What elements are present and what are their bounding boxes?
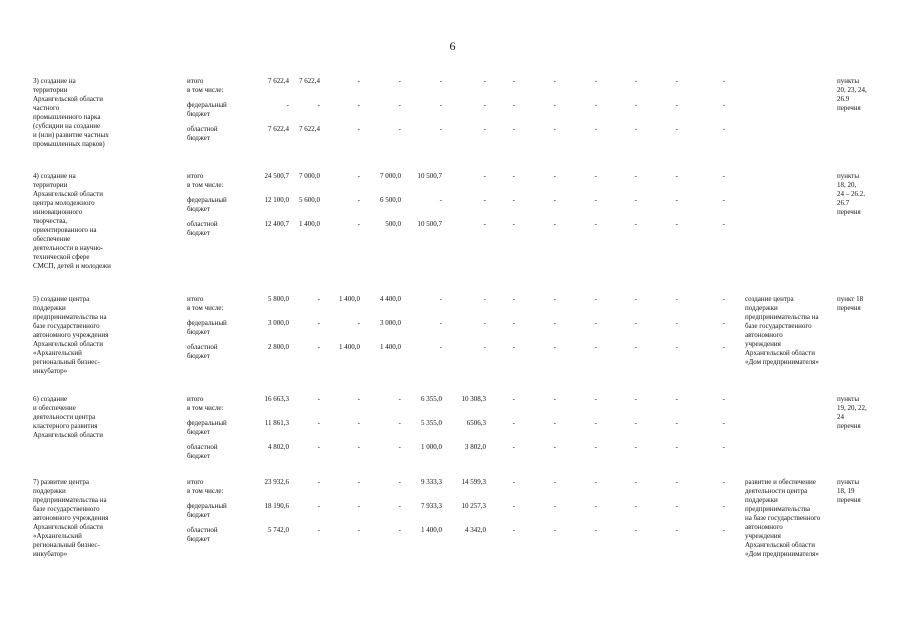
amount-cell: -	[357, 526, 360, 534]
amount-cell: -	[675, 478, 678, 486]
amount-cell: -	[675, 419, 678, 427]
funding-source-label: областной бюджет	[187, 125, 218, 142]
amount-cell: -	[634, 443, 637, 451]
amount-cell: -	[594, 443, 597, 451]
amount-cell: -	[594, 478, 597, 486]
amount-cell: -	[512, 502, 515, 510]
amount-cell: -	[398, 478, 401, 486]
amount-cell: -	[675, 77, 678, 85]
amount-cell: -	[553, 319, 556, 327]
amount-cell: -	[317, 419, 320, 427]
amount-cell: 7 622,4	[268, 125, 289, 133]
amount-cell: -	[553, 395, 556, 403]
amount-cell: -	[357, 125, 360, 133]
amount-cell: -	[398, 101, 401, 109]
amount-cell: -	[317, 443, 320, 451]
amount-cell: -	[483, 125, 486, 133]
table-row	[0, 419, 905, 439]
amount-cell: -	[675, 443, 678, 451]
amount-cell: 7 622,4	[299, 77, 320, 85]
amount-cell: -	[553, 172, 556, 180]
amount-cell: 5 742,0	[268, 526, 289, 534]
funding-source-label: итого в том числе:	[187, 77, 224, 94]
amount-cell: -	[439, 319, 442, 327]
table-row	[0, 395, 905, 415]
amount-cell: -	[634, 526, 637, 534]
list-reference: пункт 18 перечня	[837, 295, 864, 312]
amount-cell: -	[675, 196, 678, 204]
table-row	[0, 196, 905, 216]
amount-cell: -	[634, 319, 637, 327]
amount-cell: -	[398, 125, 401, 133]
measure-title: 7) развитие центра поддержки предпринимательства на базе государственного автономного учреждения Архангельской области «Архангельский региональный бизнес- инкубатор»	[33, 478, 109, 558]
amount-cell: 10 308,3	[461, 395, 486, 403]
amount-cell: -	[512, 419, 515, 427]
amount-cell: -	[722, 101, 725, 109]
amount-cell: -	[357, 101, 360, 109]
funding-source-label: областной бюджет	[187, 443, 218, 460]
amount-cell: -	[317, 502, 320, 510]
amount-cell: -	[398, 443, 401, 451]
amount-cell: -	[357, 196, 360, 204]
amount-cell: -	[512, 101, 515, 109]
amount-cell: -	[594, 395, 597, 403]
amount-cell: 9 333,3	[421, 478, 442, 486]
amount-cell: -	[594, 101, 597, 109]
amount-cell: -	[512, 295, 515, 303]
amount-cell: -	[512, 395, 515, 403]
amount-cell: 23 932,6	[264, 478, 289, 486]
amount-cell: -	[398, 502, 401, 510]
amount-cell: -	[317, 319, 320, 327]
amount-cell: -	[675, 220, 678, 228]
amount-cell: -	[357, 502, 360, 510]
amount-cell: -	[634, 295, 637, 303]
amount-cell: -	[594, 502, 597, 510]
table-row	[0, 77, 905, 97]
amount-cell: -	[317, 395, 320, 403]
amount-cell: -	[286, 101, 289, 109]
amount-cell: -	[357, 395, 360, 403]
amount-cell: -	[722, 395, 725, 403]
amount-cell: -	[722, 125, 725, 133]
amount-cell: -	[512, 478, 515, 486]
amount-cell: 6506,3	[466, 419, 486, 427]
amount-cell: -	[553, 77, 556, 85]
amount-cell: -	[594, 295, 597, 303]
amount-cell: -	[594, 419, 597, 427]
list-reference: пункты 18, 20, 24 – 26.2, 26.7 перечня	[837, 172, 865, 216]
amount-cell: -	[512, 319, 515, 327]
amount-cell: -	[512, 125, 515, 133]
measure-title: 5) создание центра поддержки предпринимательства на базе государственного автономного учреждения Архангельской области «Архангельский региональный бизнес- инкубатор»	[33, 295, 109, 375]
amount-cell: -	[634, 478, 637, 486]
amount-cell: -	[317, 478, 320, 486]
amount-cell: -	[483, 220, 486, 228]
amount-cell: 500,0	[385, 220, 401, 228]
table-row	[0, 125, 905, 145]
funding-source-label: итого в том числе:	[187, 478, 224, 495]
amount-cell: -	[553, 125, 556, 133]
table-row	[0, 220, 905, 240]
amount-cell: -	[512, 343, 515, 351]
amount-cell: -	[634, 172, 637, 180]
amount-cell: -	[722, 343, 725, 351]
funding-source-label: областной бюджет	[187, 343, 218, 360]
amount-cell: 4 802,0	[268, 443, 289, 451]
amount-cell: -	[483, 343, 486, 351]
amount-cell: -	[439, 196, 442, 204]
amount-cell: -	[512, 443, 515, 451]
amount-cell: -	[675, 101, 678, 109]
amount-cell: -	[317, 343, 320, 351]
amount-cell: -	[634, 419, 637, 427]
amount-cell: -	[483, 77, 486, 85]
amount-cell: 1 400,0	[421, 526, 442, 534]
amount-cell: 5 600,0	[299, 196, 320, 204]
amount-cell: 3 802,0	[465, 443, 486, 451]
amount-cell: -	[483, 295, 486, 303]
amount-cell: -	[722, 319, 725, 327]
amount-cell: -	[512, 526, 515, 534]
amount-cell: 12 400,7	[264, 220, 289, 228]
amount-cell: -	[722, 502, 725, 510]
amount-cell: -	[483, 101, 486, 109]
amount-cell: 4 342,0	[465, 526, 486, 534]
amount-cell: -	[357, 77, 360, 85]
amount-cell: -	[675, 526, 678, 534]
amount-cell: -	[398, 395, 401, 403]
amount-cell: -	[317, 101, 320, 109]
amount-cell: -	[439, 295, 442, 303]
amount-cell: -	[675, 295, 678, 303]
amount-cell: -	[512, 196, 515, 204]
amount-cell: -	[483, 319, 486, 327]
amount-cell: -	[553, 443, 556, 451]
amount-cell: 10 500,7	[417, 172, 442, 180]
amount-cell: 4 400,0	[380, 295, 401, 303]
amount-cell: -	[634, 101, 637, 109]
amount-cell: -	[634, 220, 637, 228]
amount-cell: 1 400,0	[339, 295, 360, 303]
amount-cell: 1 000,0	[421, 443, 442, 451]
amount-cell: -	[439, 77, 442, 85]
amount-cell: -	[553, 526, 556, 534]
funding-source-label: федеральный бюджет	[187, 419, 227, 436]
amount-cell: -	[317, 526, 320, 534]
amount-cell: 5 355,0	[421, 419, 442, 427]
amount-cell: 7 933,3	[421, 502, 442, 510]
amount-cell: 24 500,7	[264, 172, 289, 180]
amount-cell: -	[357, 319, 360, 327]
amount-cell: 7 622,4	[299, 125, 320, 133]
amount-cell: -	[512, 77, 515, 85]
amount-cell: 7 000,0	[380, 172, 401, 180]
amount-cell: 6 355,0	[421, 395, 442, 403]
amount-cell: -	[634, 395, 637, 403]
amount-cell: -	[722, 196, 725, 204]
amount-cell: -	[594, 196, 597, 204]
amount-cell: 12 100,0	[264, 196, 289, 204]
amount-cell: -	[722, 419, 725, 427]
amount-cell: -	[634, 125, 637, 133]
amount-cell: 11 861,3	[264, 419, 289, 427]
amount-cell: -	[675, 125, 678, 133]
amount-cell: -	[553, 101, 556, 109]
table-row	[0, 101, 905, 121]
amount-cell: -	[634, 77, 637, 85]
amount-cell: 2 800,0	[268, 343, 289, 351]
amount-cell: -	[357, 172, 360, 180]
table-row	[0, 172, 905, 192]
amount-cell: -	[594, 526, 597, 534]
funding-source-label: областной бюджет	[187, 526, 218, 543]
amount-cell: -	[398, 77, 401, 85]
expected-result: развитие и обеспечение деятельности центра поддержки предпринимательства на базе государственного автономного учреждения Архангельской области «Дом предпринимателя»	[745, 478, 821, 558]
amount-cell: -	[675, 502, 678, 510]
amount-cell: -	[675, 172, 678, 180]
amount-cell: -	[594, 77, 597, 85]
amount-cell: -	[512, 172, 515, 180]
amount-cell: -	[317, 295, 320, 303]
amount-cell: 7 622,4	[268, 77, 289, 85]
table-row	[0, 443, 905, 463]
amount-cell: -	[357, 443, 360, 451]
amount-cell: -	[553, 295, 556, 303]
funding-source-label: итого в том числе:	[187, 395, 224, 412]
amount-cell: -	[398, 419, 401, 427]
amount-cell: 18 190,6	[264, 502, 289, 510]
expected-result: создание центра поддержки предпринимательства на базе государственного автономного учреждения Архангельской области «Дом предпринимателя»	[745, 295, 819, 366]
funding-source-label: федеральный бюджет	[187, 101, 227, 118]
list-reference: пункты 20, 23, 24, 26.9 перечня	[837, 77, 867, 112]
page-number: 6	[449, 39, 456, 53]
amount-cell: -	[439, 343, 442, 351]
amount-cell: -	[594, 220, 597, 228]
amount-cell: -	[553, 220, 556, 228]
list-reference: пункты 18, 19 перечня	[837, 478, 861, 504]
amount-cell: -	[722, 220, 725, 228]
amount-cell: -	[594, 319, 597, 327]
amount-cell: -	[357, 419, 360, 427]
amount-cell: -	[594, 125, 597, 133]
amount-cell: -	[634, 196, 637, 204]
funding-source-label: федеральный бюджет	[187, 319, 227, 336]
amount-cell: -	[675, 343, 678, 351]
amount-cell: 1 400,0	[380, 343, 401, 351]
funding-source-label: областной бюджет	[187, 220, 218, 237]
amount-cell: 16 663,3	[264, 395, 289, 403]
amount-cell: -	[722, 478, 725, 486]
funding-source-label: итого в том числе:	[187, 295, 224, 312]
amount-cell: -	[634, 343, 637, 351]
amount-cell: 1 400,0	[339, 343, 360, 351]
amount-cell: -	[553, 502, 556, 510]
amount-cell: -	[439, 125, 442, 133]
amount-cell: 6 500,0	[380, 196, 401, 204]
amount-cell: 5 800,0	[268, 295, 289, 303]
amount-cell: -	[675, 319, 678, 327]
amount-cell: -	[483, 196, 486, 204]
amount-cell: -	[439, 101, 442, 109]
amount-cell: -	[553, 196, 556, 204]
amount-cell: -	[722, 526, 725, 534]
amount-cell: -	[675, 395, 678, 403]
amount-cell: -	[512, 220, 515, 228]
amount-cell: 7 000,0	[299, 172, 320, 180]
amount-cell: -	[594, 172, 597, 180]
amount-cell: -	[634, 502, 637, 510]
amount-cell: 10 500,7	[417, 220, 442, 228]
amount-cell: -	[357, 220, 360, 228]
amount-cell: 10 257,3	[461, 502, 486, 510]
amount-cell: 1 400,0	[299, 220, 320, 228]
amount-cell: 3 000,0	[268, 319, 289, 327]
amount-cell: -	[594, 343, 597, 351]
amount-cell: -	[722, 295, 725, 303]
amount-cell: -	[553, 478, 556, 486]
amount-cell: -	[553, 343, 556, 351]
funding-source-label: итого в том числе:	[187, 172, 224, 189]
amount-cell: -	[722, 77, 725, 85]
list-reference: пункты 19, 20, 22, 24 перечня	[837, 395, 867, 430]
amount-cell: -	[357, 478, 360, 486]
funding-source-label: федеральный бюджет	[187, 502, 227, 519]
amount-cell: 14 599,3	[461, 478, 486, 486]
measure-title: 4) создание на территории Архангельской области центра молодежного инновационного творчества, ориентированного на обеспечение деятельности в научно- технической сфере СМСП, детей и молодежи	[33, 172, 111, 270]
measure-title: 3) создание на территории Архангельской области частного промышленного парка (субсидии на создание и (или) развитие частных промышленных парков)	[33, 77, 109, 148]
funding-source-label: федеральный бюджет	[187, 196, 227, 213]
amount-cell: -	[722, 443, 725, 451]
amount-cell: -	[398, 526, 401, 534]
measure-title: 6) создание и обеспечение деятельности центра кластерного развития Архангельской области	[33, 395, 103, 439]
amount-cell: -	[722, 172, 725, 180]
amount-cell: -	[483, 172, 486, 180]
amount-cell: -	[553, 419, 556, 427]
amount-cell: 3 000,0	[380, 319, 401, 327]
